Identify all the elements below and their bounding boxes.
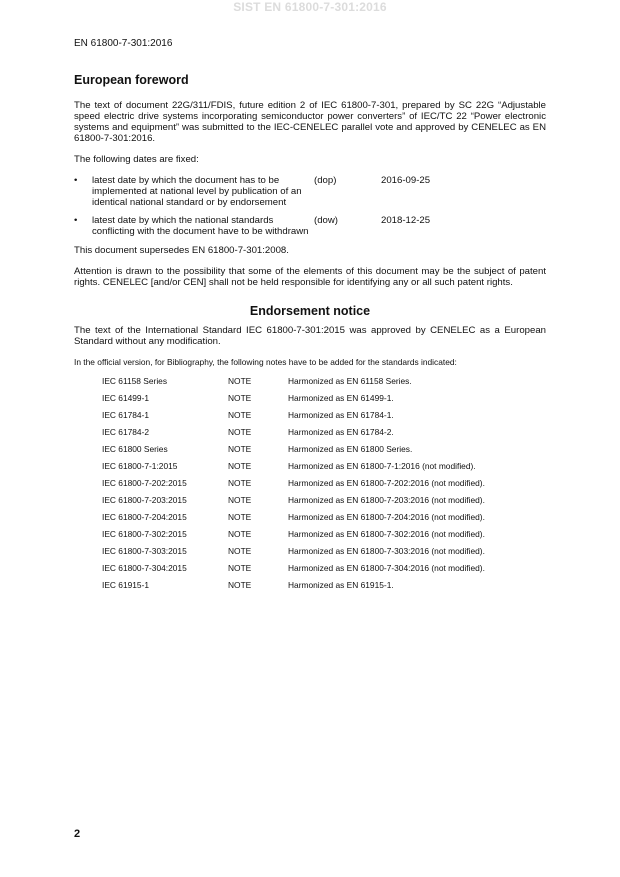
harmonized-cell: Harmonized as EN 61784-2. bbox=[288, 427, 394, 437]
foreword-paragraph: The text of document 22G/311/FDIS, future edition 2 of IEC 61800-7-301, prepared by SC 22G “Adjustable speed electric drive systems incorporating semiconductor power converters” of IEC/TC 22 “Power electronic systems and equipment” was submitted to the IEC-CENELEC parallel vote and approved by CENELEC as EN 61800-7-301:2016. bbox=[74, 100, 546, 144]
table-row bbox=[102, 444, 485, 461]
note-cell: NOTE bbox=[228, 529, 252, 539]
harmonized-cell: Harmonized as EN 61915-1. bbox=[288, 580, 394, 590]
supersedes-statement: This document supersedes EN 61800-7-301:2008. bbox=[74, 245, 289, 256]
dates-list bbox=[74, 175, 546, 237]
date-item bbox=[74, 215, 546, 237]
harmonized-cell: Harmonized as EN 61800-7-202:2016 (not modified). bbox=[288, 478, 485, 488]
table-row bbox=[102, 580, 485, 597]
dates-intro: The following dates are fixed: bbox=[74, 154, 199, 165]
standard-cell: IEC 61915-1 bbox=[102, 580, 150, 590]
standard-cell: IEC 61800 Series bbox=[102, 444, 168, 454]
bullet: • bbox=[74, 215, 78, 226]
endorsement-paragraph: The text of the International Standard IEC 61800-7-301:2015 was approved by CENELEC as a European Standard without any modification. bbox=[74, 325, 546, 347]
standard-cell: IEC 61800-7-302:2015 bbox=[102, 529, 187, 539]
note-cell: NOTE bbox=[228, 393, 252, 403]
standard-cell: IEC 61800-7-203:2015 bbox=[102, 495, 187, 505]
date-value: 2018-12-25 bbox=[381, 215, 431, 226]
standard-cell: IEC 61784-1 bbox=[102, 410, 150, 420]
table-row bbox=[102, 393, 485, 410]
table-row bbox=[102, 529, 485, 546]
table-row bbox=[102, 546, 485, 563]
note-cell: NOTE bbox=[228, 495, 252, 505]
note-cell: NOTE bbox=[228, 478, 252, 488]
standard-cell: IEC 61784-2 bbox=[102, 427, 150, 437]
note-cell: NOTE bbox=[228, 376, 252, 386]
table-row bbox=[102, 512, 485, 529]
harmonized-cell: Harmonized as EN 61800-7-1:2016 (not modified). bbox=[288, 461, 476, 471]
date-item bbox=[74, 175, 546, 208]
table-row bbox=[102, 478, 485, 495]
standard-cell: IEC 61800-7-1:2015 bbox=[102, 461, 178, 471]
bullet: • bbox=[74, 175, 78, 186]
note-cell: NOTE bbox=[228, 461, 252, 471]
harmonized-cell: Harmonized as EN 61800-7-203:2016 (not modified). bbox=[288, 495, 485, 505]
document-id: EN 61800-7-301:2016 bbox=[74, 38, 173, 49]
table-row bbox=[102, 461, 485, 478]
table-row bbox=[102, 410, 485, 427]
watermark: SIST EN 61800-7-301:2016 bbox=[233, 0, 387, 14]
harmonized-cell: Harmonized as EN 61158 Series. bbox=[288, 376, 412, 386]
page-number: 2 bbox=[74, 828, 81, 840]
harmonized-cell: Harmonized as EN 61800-7-204:2016 (not modified). bbox=[288, 512, 485, 522]
notes-table bbox=[102, 376, 485, 597]
harmonized-cell: Harmonized as EN 61800-7-303:2016 (not modified). bbox=[288, 546, 485, 556]
standard-cell: IEC 61158 Series bbox=[102, 376, 168, 386]
date-abbreviation: (dow) bbox=[314, 215, 338, 226]
standard-cell: IEC 61800-7-202:2015 bbox=[102, 478, 187, 488]
standard-cell: IEC 61499-1 bbox=[102, 393, 150, 403]
date-abbreviation: (dop) bbox=[314, 175, 337, 186]
note-cell: NOTE bbox=[228, 546, 252, 556]
note-cell: NOTE bbox=[228, 444, 252, 454]
table-row bbox=[102, 563, 485, 580]
page-content bbox=[74, 73, 546, 597]
table-row bbox=[102, 427, 485, 444]
date-value: 2016-09-25 bbox=[381, 175, 431, 186]
table-row bbox=[102, 495, 485, 512]
standard-cell: IEC 61800-7-304:2015 bbox=[102, 563, 187, 573]
harmonized-cell: Harmonized as EN 61499-1. bbox=[288, 393, 394, 403]
date-description: latest date by which the national standards conflicting with the document have to be withdrawn bbox=[92, 215, 309, 237]
foreword-title: European foreword bbox=[74, 73, 189, 87]
standard-cell: IEC 61800-7-204:2015 bbox=[102, 512, 187, 522]
note-cell: NOTE bbox=[228, 512, 252, 522]
harmonized-cell: Harmonized as EN 61800-7-304:2016 (not modified). bbox=[288, 563, 485, 573]
note-cell: NOTE bbox=[228, 427, 252, 437]
note-cell: NOTE bbox=[228, 563, 252, 573]
patent-notice: Attention is drawn to the possibility that some of the elements of this document may be the subject of patent rights. CENELEC [and/or CEN] shall not be held responsible for identifying any or all such patent rights. bbox=[74, 266, 546, 288]
standard-cell: IEC 61800-7-303:2015 bbox=[102, 546, 187, 556]
endorsement-title: Endorsement notice bbox=[249, 304, 371, 318]
harmonized-cell: Harmonized as EN 61784-1. bbox=[288, 410, 394, 420]
note-cell: NOTE bbox=[228, 410, 252, 420]
date-description: latest date by which the document has to be implemented at national level by publication of an identical national standard or by endorsement bbox=[92, 175, 302, 208]
note-cell: NOTE bbox=[228, 580, 252, 590]
harmonized-cell: Harmonized as EN 61800-7-302:2016 (not modified). bbox=[288, 529, 485, 539]
harmonized-cell: Harmonized as EN 61800 Series. bbox=[288, 444, 413, 454]
table-row bbox=[102, 376, 485, 393]
bibliography-intro: In the official version, for Bibliography, the following notes have to be added for the standards indicated: bbox=[74, 357, 457, 367]
